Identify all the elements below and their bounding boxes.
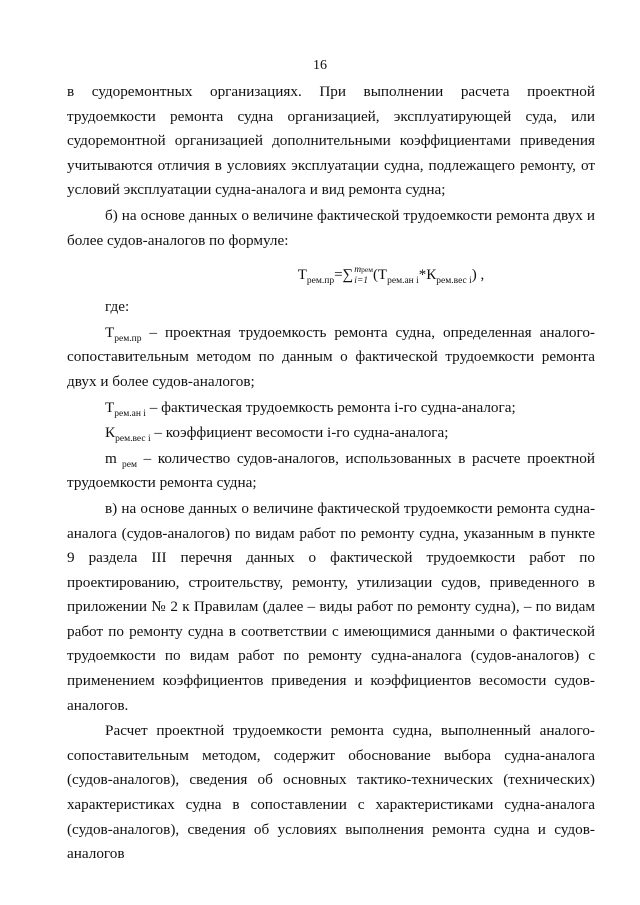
formula-t-sub: рем.ан i bbox=[387, 276, 419, 287]
formula-mult: *К bbox=[418, 267, 437, 284]
def3-sub: рем.вес i bbox=[115, 434, 151, 445]
definition-4 bbox=[67, 447, 595, 496]
where-label: где: bbox=[105, 298, 130, 316]
def3-symbol: К bbox=[105, 424, 116, 442]
paragraph-v: в) на основе данных о величине фактической трудоемкости ремонта судна-аналога (судов-аналогов) по видам работ по ремонту судна, указанным в пункте 9 раздела III перечня данных о фактической трудоемкости работ по проектированию, строительству, ремонту, утилизации судов, приведенного в приложении № 2 к Правилам (далее – виды работ по ремонту судна), – по видам работ по ремонту судна в соответствии с имеющимися данными о фактической трудоемкости по видам работ по ремонту судна-аналога (судов-аналогов) с применением коэффициентов приведения и коэффициентов весомости судов-аналогов. bbox=[67, 499, 595, 714]
formula-sum: =∑ bbox=[334, 267, 354, 284]
def4-symbol: m bbox=[105, 449, 117, 467]
formula-sum-sub: i=1 bbox=[354, 276, 369, 287]
def2-sub: рем.ан i bbox=[114, 408, 146, 419]
formula bbox=[67, 257, 595, 293]
def1-text: – проектная трудоемкость ремонта судна, определенная аналого-сопоставительным методом по данным о фактической трудоемкости ремонта двух и более судов-аналогов; bbox=[67, 323, 595, 390]
definition-1 bbox=[67, 321, 595, 395]
formula-sum-sup-sub: рем bbox=[361, 265, 373, 275]
body-text bbox=[67, 80, 595, 867]
def1-symbol: Т bbox=[105, 323, 115, 341]
def4-sub: рем bbox=[116, 459, 137, 470]
page-number: 16 bbox=[313, 58, 327, 73]
formula-lhs-sub: рем.пр bbox=[306, 276, 335, 287]
formula-open: (Т bbox=[372, 267, 388, 284]
paragraph-b: б) на основе данных о величине фактической трудоемкости ремонта двух и более судов-аналогов по формуле: bbox=[67, 206, 595, 249]
definition-2 bbox=[67, 396, 595, 421]
formula-lhs: Т bbox=[297, 267, 307, 284]
formula-k-sub: рем.вес i bbox=[436, 276, 472, 287]
formula-sum-sup: m bbox=[354, 265, 362, 276]
def3-text: – коэффициент весомости i-го судна-аналога; bbox=[150, 424, 449, 442]
paragraph-4: Расчет проектной трудоемкости ремонта судна, выполненный аналого-сопоставительным методом, содержит обоснование выбора судна-аналога (судов-аналогов), сведения об основных тактико-технических (технических) характеристиках судна в сопоставлении с характеристиками судна-аналога (судов-аналогов), сведения об условиях выполнения ремонта судна и судов-аналогов bbox=[67, 722, 595, 863]
def4-text: – количество судов-аналогов, использованных в расчете проектной трудоемкости ремонта судна; bbox=[67, 449, 596, 492]
def2-text: – фактическая трудоемкость ремонта i-го судна-аналога; bbox=[145, 398, 516, 416]
definition-3 bbox=[67, 421, 595, 446]
def2-symbol: Т bbox=[105, 398, 115, 416]
paragraph-1: в судоремонтных организациях. При выполнении расчета проектной трудоемкости ремонта судна организацией, эксплуатирующей суда, или судоремонтной организацией дополнительными коэффициентами приведения учитываются отличия в условиях эксплуатации судна, подлежащего ремонту, от условий эксплуатации судна-аналога и вид ремонта судна; bbox=[67, 83, 595, 199]
def1-sub: рем.пр bbox=[114, 333, 142, 344]
formula-close: ) , bbox=[471, 267, 485, 284]
